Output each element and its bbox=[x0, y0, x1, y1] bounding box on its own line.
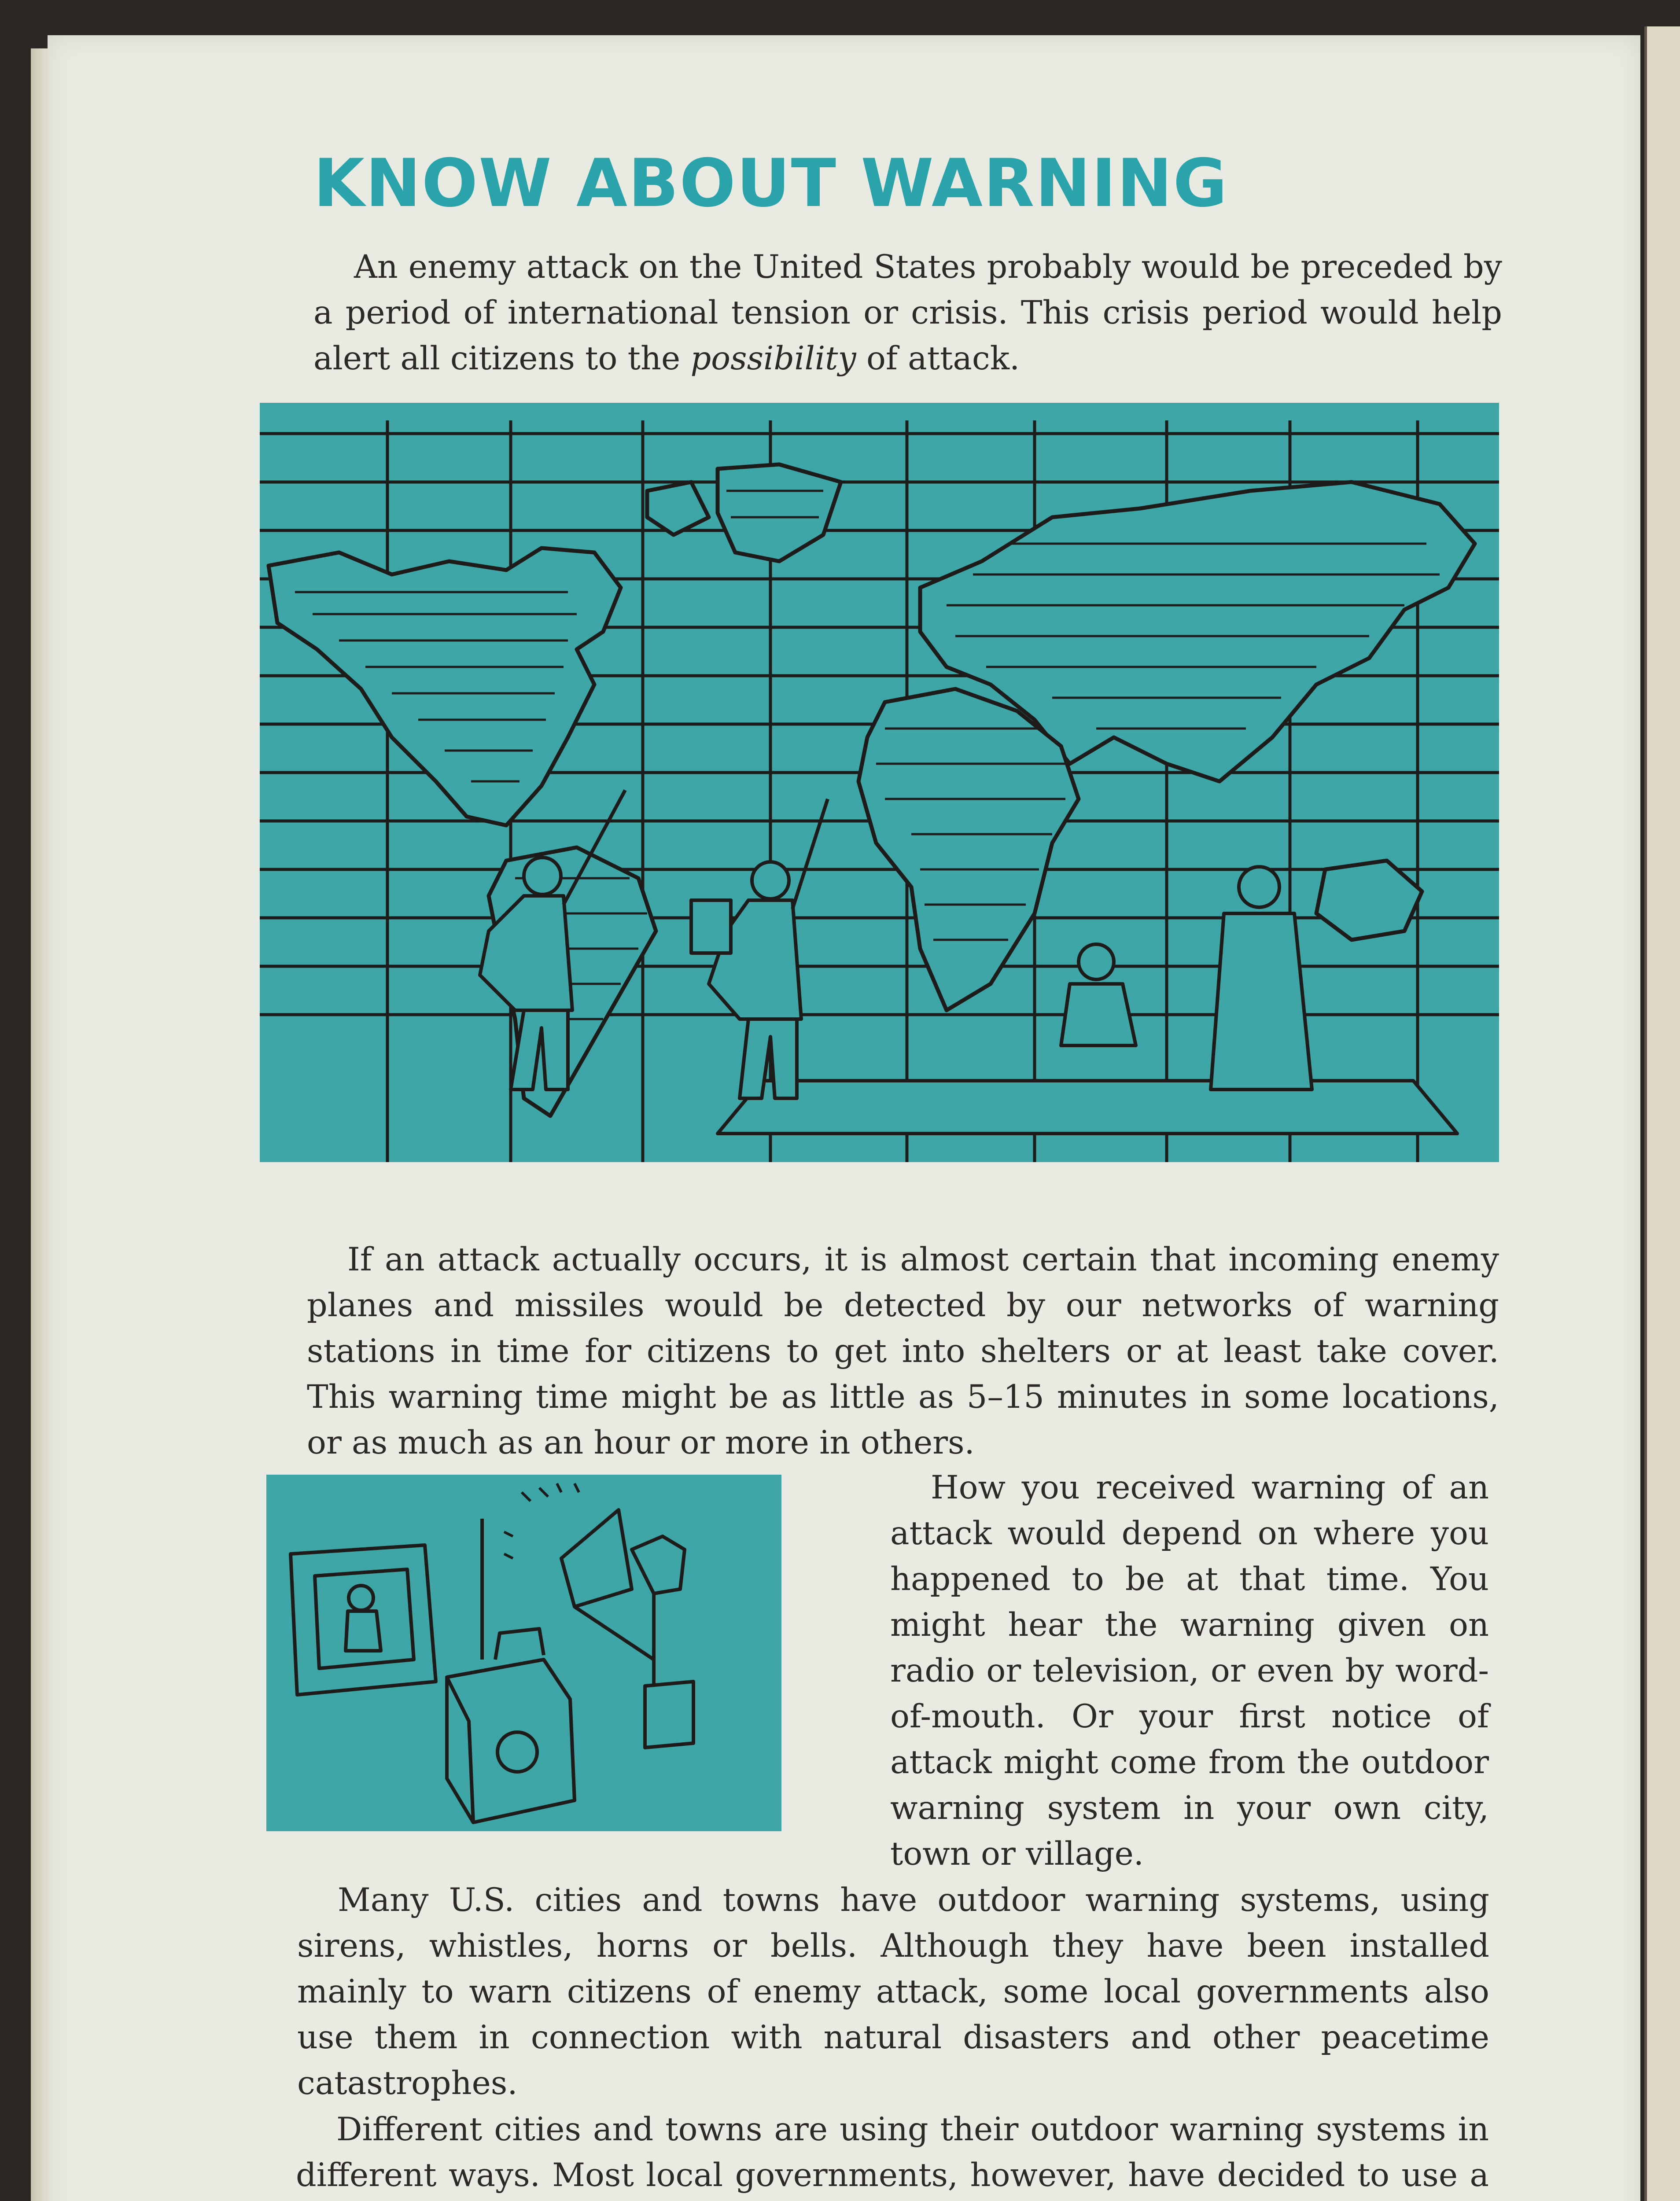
intro-text-end: of attack. bbox=[856, 340, 1020, 377]
intro-paragraph bbox=[313, 244, 1502, 382]
page-heading: KNOW ABOUT WARNING bbox=[313, 145, 1228, 222]
attack-paragraph: If an attack actually occurs, it is almost certain that incoming enemy planes and missiles would be detected by our networks of warning stations in time for citizens to get into shelters or at least take cover. This warning time might be as little as 5–15 minutes in some locations, or as much as an hour or more in others. bbox=[307, 1241, 1499, 1461]
warning-devices-illustration bbox=[266, 1475, 781, 1831]
adjacent-page-edge bbox=[1644, 26, 1680, 2201]
outdoor-systems-paragraph: Many U.S. cities and towns have outdoor warning systems, using sirens, whistles, horns or bells. Although they have been installed mainly to warn citizens of enemy attack, some local governments also use them in connection with natural disasters and other peacetime catastrophes. bbox=[297, 1881, 1489, 2102]
how-warning-paragraph: How you received warning of an attack would depend on where you happened to be at that time. You might hear the warning given on radio or television, or even by word-of-mouth. Or your first notice of attack might come from the outdoor warning system in your own city, town or village. bbox=[890, 1469, 1489, 1873]
intro-text: An enemy attack on the United States probably would be preceded by a period of international tension or crisis. This crisis period would help alert all citizens to the bbox=[313, 248, 1502, 377]
world-map-illustration bbox=[260, 403, 1499, 1162]
warning-devices-drawing bbox=[266, 1475, 781, 1831]
signals-paragraph: Different cities and towns are using their outdoor warning systems in different ways. Most local governments, however, have decided to use a bbox=[296, 2111, 1489, 2194]
world-map-drawing bbox=[260, 403, 1499, 1162]
intro-emphasis: possibility bbox=[690, 340, 856, 377]
